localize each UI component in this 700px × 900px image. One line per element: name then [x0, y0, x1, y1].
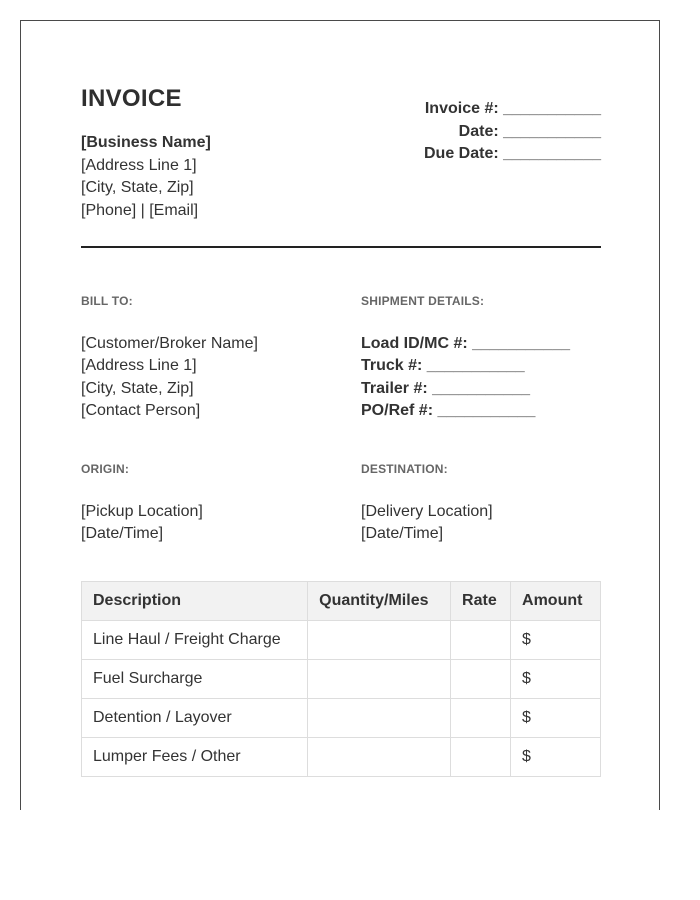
origin-datetime: [Date/Time] [81, 525, 164, 542]
load-id-field: Load ID/MC #: ___________ [361, 334, 570, 352]
shipment-details-section [361, 290, 570, 423]
business-info [81, 132, 211, 222]
destination-datetime: [Date/Time] [361, 525, 444, 542]
cell-description: Detention / Layover [82, 699, 308, 738]
invoice-title: INVOICE [81, 85, 182, 112]
cell-quantity [308, 738, 451, 777]
bill-to-line: [City, State, Zip] [81, 379, 194, 397]
invoice-due-date-field: Due Date: ___________ [423, 145, 601, 162]
cell-description: Lumper Fees / Other [82, 738, 308, 777]
business-city-state-zip: [City, State, Zip] [81, 179, 194, 196]
table-row [82, 699, 601, 738]
invoice-meta [424, 98, 601, 166]
origin-section [81, 458, 203, 546]
table-row [82, 621, 601, 660]
bill-to-label: BILL TO: [81, 294, 133, 308]
shipment-details-label: SHIPMENT DETAILS: [361, 294, 485, 308]
cell-description: Line Haul / Freight Charge [82, 621, 308, 660]
invoice-date-field: Date: ___________ [458, 122, 601, 140]
bill-to-line: [Customer/Broker Name] [81, 334, 258, 352]
column-header-description: Description [82, 582, 308, 621]
cell-amount: $ [511, 699, 601, 738]
cell-rate [451, 660, 511, 699]
column-header-quantity: Quantity/Miles [308, 582, 451, 621]
invoice-number-field: Invoice #: ___________ [424, 100, 601, 117]
destination-section [361, 458, 493, 546]
business-address-line: [Address Line 1] [81, 156, 197, 174]
cell-rate [451, 621, 511, 660]
destination-location: [Delivery Location] [361, 502, 493, 520]
bill-to-line: [Address Line 1] [81, 357, 197, 374]
header-divider [81, 246, 601, 248]
cell-description: Fuel Surcharge [82, 660, 308, 699]
business-contact: [Phone] | [Email] [81, 201, 199, 219]
invoice-page [20, 20, 660, 810]
cell-rate [451, 738, 511, 777]
bill-to-section [81, 290, 258, 423]
column-header-amount: Amount [511, 582, 601, 621]
origin-label: ORIGIN: [81, 462, 130, 476]
table-row [82, 738, 601, 777]
table-header-row [82, 582, 601, 621]
trailer-field: Trailer #: ___________ [361, 379, 531, 397]
bill-to-line: [Contact Person] [81, 402, 201, 419]
destination-label: DESTINATION: [361, 462, 448, 476]
cell-amount: $ [511, 738, 601, 777]
po-ref-field: PO/Ref #: ___________ [361, 402, 536, 419]
cell-rate [451, 699, 511, 738]
cell-quantity [308, 621, 451, 660]
line-items-table [81, 581, 601, 777]
truck-field: Truck #: ___________ [361, 357, 525, 374]
cell-amount: $ [511, 660, 601, 699]
origin-location: [Pickup Location] [81, 502, 203, 520]
business-name: [Business Name] [81, 134, 211, 151]
cell-quantity [308, 699, 451, 738]
cell-amount: $ [511, 621, 601, 660]
column-header-rate: Rate [451, 582, 511, 621]
cell-quantity [308, 660, 451, 699]
table-row [82, 660, 601, 699]
